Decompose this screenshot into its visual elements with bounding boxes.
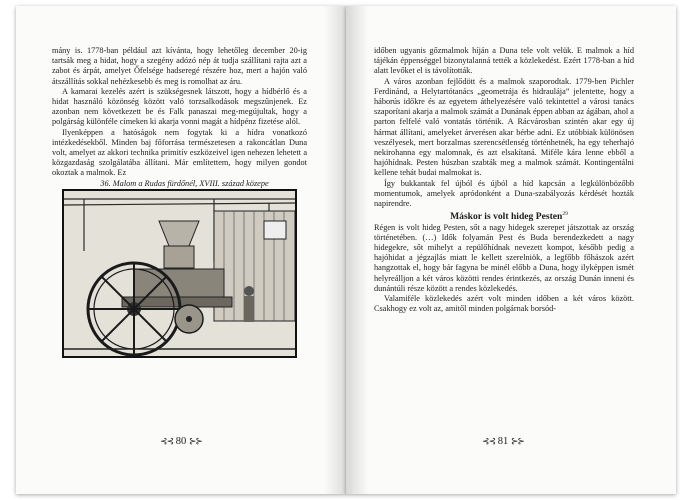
page-number-right bbox=[356, 436, 650, 447]
right-page-text bbox=[374, 46, 634, 314]
page-number: 81 bbox=[497, 436, 509, 447]
ornament-right-icon: ⊱⊱ bbox=[510, 436, 524, 446]
figure-caption: 36. Malom a Rudas fürdőnél, XVIII. század közepe bbox=[100, 178, 269, 188]
page-number-left bbox=[34, 436, 328, 447]
paragraph: időben ugyanis gőzmalmok híján a Duna tele volt velük. E malmok a híd tájékán éppenséggel bizonytalanná tették a közlekedést. Ezért 1778-ban a híd alatt levőket el is távolították. bbox=[374, 46, 634, 76]
paragraph: Régen is volt hideg Pesten, sőt a nagy hidegek szerepet játszottak az ország történetében. (…) Idők folyamán Pest és Buda berendezkedett a nagy hidegekre, sőt mihelyt a repülőhídnak nevezett kompot, később pedig a hajóhidat a jégzajlás miatt le kellett szerelniök, a legfőbb főhászok azért hangzottak el, hogy bár fagyna be minél előbb a Duna, hogy ilyképpen ismét helyreálljon a két város közötti rendes érintkezés, az ország Dunán inneni és dunántúli része között a rendes közlekedés. bbox=[374, 222, 634, 293]
gutter-shadow bbox=[324, 6, 346, 494]
ornament-left-icon: ⊰⊰ bbox=[160, 436, 174, 446]
paragraph: Valamiféle közlekedés azért volt minden időben a két város között. Csakhogy ez volt az, amitől minden polgárnak borsód- bbox=[374, 294, 634, 314]
left-page-text bbox=[52, 46, 307, 358]
mill-drawing bbox=[64, 191, 295, 356]
right-page bbox=[346, 6, 676, 494]
heading-text: Máskor is volt hideg Pesten bbox=[450, 211, 563, 223]
paragraph: A kamarai kezelés azért is szükségesnek látszott, hogy a hídbérlő és a hidat használó közönség között való torzsalkodások megszűnjenek. Ez azonban nem következett be és Falk panaszai meg-megújultak, hogy a polgárság különféle címeken ki akarja vonni magát a hídpénz fizetése alól. bbox=[52, 86, 307, 127]
paragraph: Így bukkantak fel újból és újból a híd kapcsán a legkülönbözőbb momentumok, amelyek apródonként a Duna-szabályozás kérdését hozták napirendre. bbox=[374, 178, 634, 209]
left-page bbox=[16, 6, 346, 494]
paragraph: A város azonban fejlődött és a malmok szaporodtak. 1779-ben Pichler Ferdinánd, a Helytartótanács „geometrája és hidraulája” jelentette, hogy a háborús időkre és az egyetem áthelyezésére való tekintettel a városi tanács szaporítani akarja a malmok számát a Dunának éppen abban az ágában, ahol a parton felfelé való vontatás történik. A Rácvárosban szintén akar egy új hármat állítani, amelyeket árverésen akar bérbe adni. Ez utóbbiak különösen veszélyesek, mert borzalmas szerencsétlenség történhetnék, ha egy teherhajó nekirohanna egy malomnak, és azt elsakítaná. Miféle kára lenne ebből a hajóhídnak. Pesten húszban szabták meg a malmok számát. Kontingentálni kellene tehát budai malmokat is. bbox=[374, 76, 634, 178]
page-number: 80 bbox=[175, 436, 187, 447]
footnote-marker: 29 bbox=[562, 211, 568, 218]
mill-illustration bbox=[62, 189, 297, 358]
paragraph: Ilyenképpen a hatóságok nem fogytak ki a hídra vonatkozó intézkedésekből. Minden baj főforrása természetesen a rakoncátlan Duna volt, amelyet az akkori technika primitív eszközeivel igen nehezen lehetett a közgazdaság szolgálatába állítani. Már említettem, hogy milyen gondot okoztak a malmok. Ez bbox=[52, 127, 307, 178]
paragraph: mány is. 1778-ban például azt kívánta, hogy lehetőleg december 20-ig tartsák meg a hidat, hogy a szegény adózó nép át tudja szállítani rajta azt a zabot és árpát, amelyet Őfelsége hadseregé részére hoz, mert a hajón való átszállítás sokkal nehézkesebb és meg is romolhat az áru. bbox=[52, 46, 307, 86]
ornament-left-icon: ⊰⊰ bbox=[482, 436, 496, 446]
gutter-shadow bbox=[346, 6, 368, 494]
section-heading bbox=[374, 209, 634, 222]
ornament-right-icon: ⊱⊱ bbox=[188, 436, 202, 446]
